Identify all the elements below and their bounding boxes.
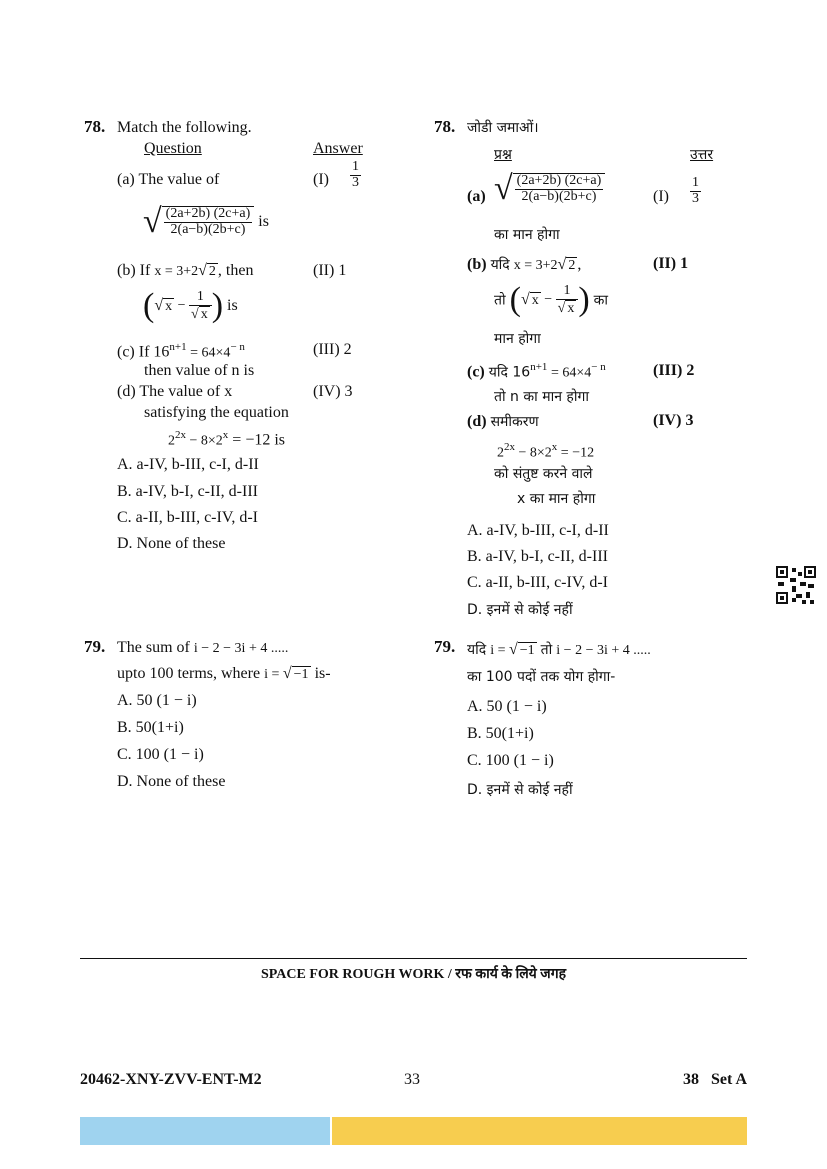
q78-hi-c-label: (c) [467,363,485,381]
q78-en-option-d[interactable]: D. None of these [117,535,226,552]
fraction-numerator: 1 [692,175,699,190]
fraction-denominator: √ x [191,306,208,322]
left-paren: ( [509,281,521,318]
sqrt-symbol-icon: √ [198,262,207,279]
q79-en-option-a[interactable]: A. 50 (1 − i) [117,692,197,709]
q79-hi-i-eq: i = [490,643,509,658]
fraction-numerator: (2a+2b) (2c+a) [165,206,251,222]
q78-en-b-root: 2 [208,264,216,279]
q78-hi-answer-I-fraction [690,176,701,206]
eq-part: = −12 [557,445,595,461]
q78-hi-c-exp1: n+1 [530,361,548,373]
sqrt-symbol-icon: √ [154,297,164,314]
fraction-denominator: 2(a−b)(2b+c) [521,189,597,204]
q78-hi-option-d[interactable]: D. इनमें से कोई नहीं [467,602,573,618]
q78-en-b-x: x [165,298,173,314]
q78-en-c-label: (c) If 16 [117,343,170,361]
q79-en-option-b[interactable]: B. 50(1+i) [117,719,184,736]
q78-en-answer-I: (I) [313,171,329,188]
q78-hi-b-label: (b) [467,256,487,273]
q78-en-answer-III: (III) 2 [313,341,352,358]
eq-exp: 2x [504,441,515,453]
q78-hi-a-expression [494,170,605,208]
q78-en-item-b [117,262,253,280]
q78-hi-c-mid: = 64×4 [547,365,592,381]
q78-en-col-question: Question [144,140,202,157]
fraction-denominator: 3 [352,174,359,190]
q78-en-b-then: , then [217,262,254,279]
eq-exp: 2x [175,429,186,441]
q79-en-line2-text: upto 100 terms, where [117,665,261,682]
q79-en-series: i − 2 − 3i + 4 ..... [193,641,289,656]
q79-hi-option-d[interactable]: D. इनमें से कोई नहीं [467,782,573,798]
q78-hi-b-tail: मान होगा [494,331,541,347]
q78-en-item-c [117,341,245,361]
sqrt-symbol-icon: √ [508,641,518,658]
q78-en-b-minus: − [174,298,190,313]
q78-hi-option-c[interactable]: C. a-II, b-III, c-IV, d-I [467,574,608,591]
q78-hi-a-fraction [515,174,604,204]
eq-part: 2 [168,433,175,449]
q78-hi-answer-I: (I) [653,188,669,205]
q78-hi-option-a[interactable]: A. a-IV, b-III, c-I, d-II [467,522,609,539]
q78-en-option-b[interactable]: B. a-IV, b-I, c-II, d-III [117,483,258,500]
fraction-numerator: 1 [556,284,579,300]
eq-part: − 8×2 [186,433,223,449]
qr-code-icon [776,566,816,604]
q78-en-answer-IV: (IV) 3 [313,383,353,400]
fraction-denominator: √ x [557,300,575,316]
q78-en-b-fraction [189,290,212,322]
eq-part: = −12 is [228,431,286,449]
q78-hi-col-question: प्रश्न [494,147,512,163]
q78-hi-answer-II: (II) 1 [653,255,689,272]
q78-en-option-c[interactable]: C. a-II, b-III, c-IV, d-I [117,509,258,526]
q78-en-answer-I-fraction [350,160,361,190]
q79-en-line1 [117,639,288,657]
q78-en-item-a-expression [143,203,269,241]
fraction-denominator: 2(a−b)(2b+c) [170,222,246,237]
eq-part: 2 [497,445,504,461]
q78-hi-item-b [467,255,581,274]
q78-hi-option-b[interactable]: B. a-IV, b-I, c-II, d-III [467,548,608,565]
q78-hi-b-comma: , [577,256,582,273]
footer-set: 38 Set A [683,1071,747,1088]
q78-en-c-exp2: − n [230,341,245,353]
q79-hi-to: तो [540,642,553,658]
q78-en-d-line2: satisfying the equation [144,404,289,421]
q78-en-c-exp1: n+1 [169,341,187,353]
q78-hi-b-yadi: यदि [490,257,510,273]
q78-hi-d-line2: को संतुष्ट करने वाले [494,466,593,482]
q79-hi-root: −1 [519,643,535,658]
q78-en-prompt: Match the following. [117,119,252,136]
sqrt-symbol-icon: √ [557,256,567,273]
q79-hi-option-a[interactable]: A. 50 (1 − i) [467,698,547,715]
q79-en-root: −1 [293,667,309,682]
eq-exp: x [551,441,558,453]
rough-work-divider [80,958,747,959]
fraction-numerator: (2a+2b) (2c+a) [516,173,602,189]
q78-hi-item-c [467,361,606,381]
right-paren: ) [578,281,590,318]
footer-bar-blue [80,1117,330,1145]
q78-en-option-a[interactable]: A. a-IV, b-III, c-I, d-II [117,456,259,473]
footer-paper-code: 20462-XNY-ZVV-ENT-M2 [80,1071,262,1088]
eq-exp: x [222,429,229,441]
q78-hi-c-exp2: − n [591,361,606,373]
right-paren: ) [211,287,224,324]
q78-en-b-label: (b) If [117,262,151,279]
q78-en-col-answer: Answer [313,140,363,157]
q78-hi-col-answer: उत्तर [690,147,714,163]
q78-hi-a-tail: का मान होगा [494,227,560,243]
footer-bar-yellow [332,1117,747,1145]
q78-en-a-is: is [258,213,269,230]
fraction-numerator: 1 [189,290,212,306]
q78-en-answer-II: (II) 1 [313,262,347,279]
q78-en-b-expression [143,287,238,325]
fraction-denominator: 3 [692,190,699,206]
q78-hi-b-root: 2 [568,258,576,273]
q79-hi-line2: का 100 पदों तक योग होगा- [467,669,616,685]
q78-hi-d-word: समीकरण [490,414,539,430]
q79-en-is: is- [314,665,331,682]
q78-hi-item-d [467,412,539,431]
left-paren: ( [143,287,155,324]
sqrt-symbol-icon: √ [282,665,292,682]
q79-en-line2 [117,665,331,683]
q78-hi-c-yadi: यदि 16 [488,364,531,381]
q78-en-b-is: is [227,297,238,314]
q78-hi-b-ka: का [593,292,609,309]
q79-en-i-eq: i = [264,667,283,682]
q78-en-b-expr: x = 3+2 [154,264,199,279]
q79-en-line1-text: The sum of [117,639,190,656]
q78-hi-answer-IV: (IV) 3 [653,412,694,429]
q79-hi-option-b[interactable]: B. 50(1+i) [467,725,534,742]
q78-en-c-mid: = 64×4 [186,345,231,361]
footer-page-number: 33 [404,1071,420,1088]
q79-en-number: 79. [84,637,106,656]
q79-en-option-c[interactable]: C. 100 (1 − i) [117,746,204,763]
q78-hi-b-x: x [531,292,539,308]
q79-hi-number: 79. [434,637,456,656]
q78-en-c-line2: then value of n is [144,362,255,379]
eq-part: − 8×2 [515,445,552,461]
sqrt-symbol-icon: √ [494,170,513,207]
q78-hi-b-minus: − [540,292,556,307]
rough-work-label: SPACE FOR ROUGH WORK / रफ कार्य के लिये जगह [260,967,567,982]
q78-en-item-a-label: (a) The value of [117,171,220,188]
q78-hi-a-label: (a) [467,188,486,205]
q78-en-d-label: (d) The value of x [117,383,233,400]
q79-hi-line1 [467,640,651,659]
q78-en-d-equation [168,429,285,449]
q79-en-option-d[interactable]: D. None of these [117,773,226,790]
q78-hi-d-equation [497,441,594,461]
sqrt-symbol-icon: √ [143,203,162,240]
q79-hi-yadi: यदि [467,642,487,658]
q78-hi-prompt: जोडी जमाओं। [467,120,539,136]
q78-en-number: 78. [84,117,106,136]
q78-hi-number: 78. [434,117,456,136]
q78-hi-b-expression [494,281,608,319]
q78-hi-b-to: तो [494,292,506,309]
sqrt-symbol-icon: √ [520,291,530,308]
q79-hi-option-c[interactable]: C. 100 (1 − i) [467,752,554,769]
q78-en-a-fraction [164,207,253,237]
q78-hi-d-line3: x का मान होगा [517,491,596,507]
q78-hi-c-line2: तो n का मान होगा [494,389,589,405]
q79-hi-series: i − 2 − 3i + 4 ..... [556,643,651,658]
q78-hi-d-label: (d) [467,413,487,430]
fraction-numerator: 1 [352,159,359,174]
q78-hi-answer-III: (III) 2 [653,362,695,379]
q78-hi-b-fraction [556,284,579,316]
q78-hi-b-expr: x = 3+2 [513,258,558,273]
